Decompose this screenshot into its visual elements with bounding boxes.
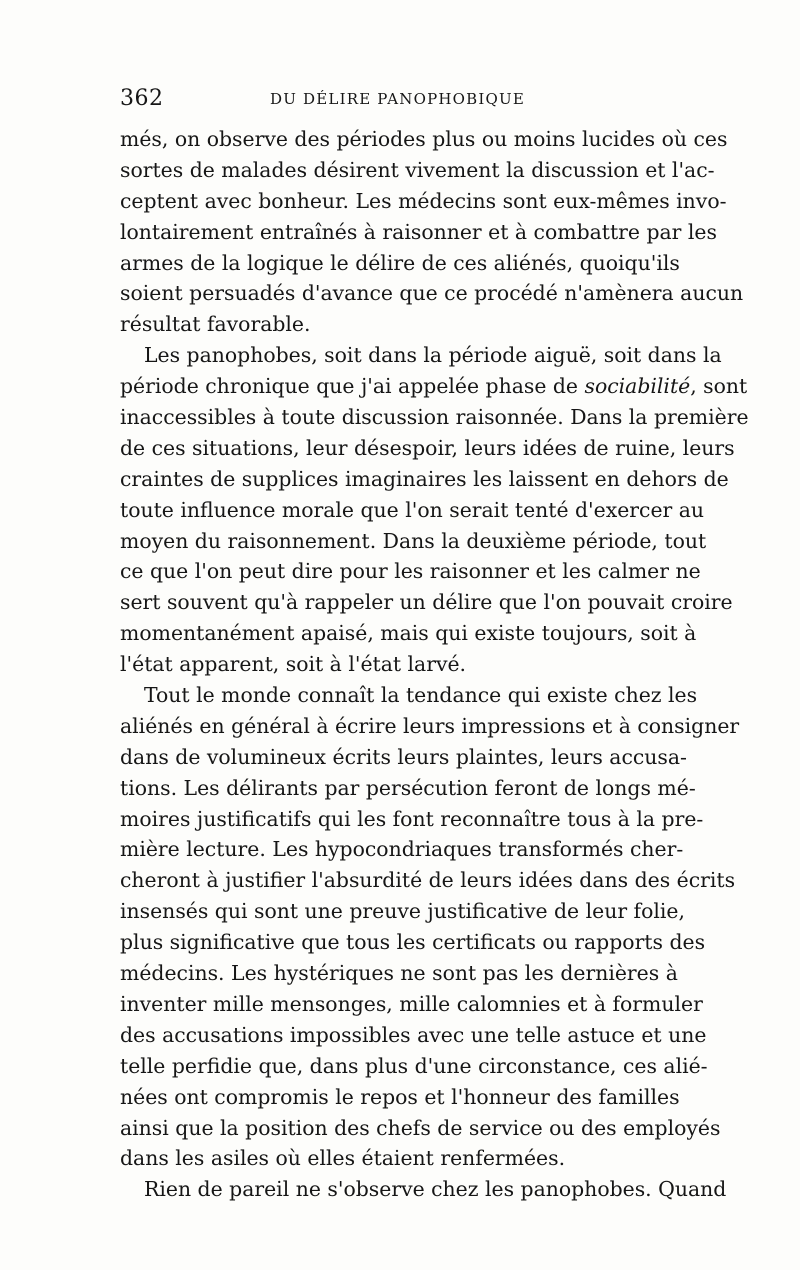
text-line: inaccessibles à toute discussion raisonnée. Dans la première: [120, 405, 749, 430]
text-line: tions. Les délirants par persécution feront de longs mé-: [120, 775, 696, 800]
text-line: ceptent avec bonheur. Les médecins sont eux-mêmes invo-: [120, 188, 727, 213]
text-line: moyen du raisonnement. Dans la deuxième période, tout: [120, 528, 707, 553]
running-header: [120, 86, 680, 116]
text-line: soient persuadés d'avance que ce procédé n'amènera aucun: [120, 281, 744, 306]
text-line: mière lecture. Les hypocondriaques transformés cher-: [120, 837, 684, 862]
text-line: Rien de pareil ne s'observe chez les panophobes. Quand: [144, 1177, 727, 1202]
text-line: armes de la logique le délire de ces aliénés, quoiqu'ils: [120, 250, 680, 275]
text-line: lontairement entraînés à raisonner et à combattre par les: [120, 219, 717, 244]
running-title: DU DÉLIRE PANOPHOBIQUE: [270, 90, 525, 108]
body-text: [120, 124, 749, 1205]
text-line: insensés qui sont une preuve justificative de leur folie,: [120, 899, 685, 924]
text-line: més, on observe des périodes plus ou moins lucides où ces: [120, 127, 728, 151]
text-line: médecins. Les hystériques ne sont pas les dernières à: [120, 961, 678, 986]
text-line: Tout le monde connaît la tendance qui existe chez les: [144, 683, 698, 708]
text-line: l'état apparent, soit à l'état larvé.: [120, 652, 467, 677]
text-line: des accusations impossibles avec une telle astuce et une: [120, 1022, 707, 1047]
text-line: plus significative que tous les certificats ou rapports des: [120, 930, 706, 955]
page-number: 362: [120, 86, 164, 111]
italic-term: sociabilité: [584, 374, 691, 399]
text-line: sortes de malades désirent vivement la discussion et l'ac-: [120, 157, 715, 182]
text-line: de ces situations, leur désespoir, leurs idées de ruine, leurs: [120, 435, 735, 460]
text-line: telle perfidie que, dans plus d'une circonstance, ces alié-: [120, 1053, 708, 1078]
text-line: nées ont compromis le repos et l'honneur des familles: [120, 1084, 680, 1109]
text-line: toute influence morale que l'on serait tenté d'exercer au: [120, 497, 705, 522]
text-line: momentanément apaisé, mais qui existe toujours, soit à: [120, 621, 697, 646]
text-line: résultat favorable.: [120, 312, 311, 337]
text-line: Les panophobes, soit dans la période aiguë, soit dans la: [144, 343, 722, 368]
text-run: période chronique que j'ai appelée phase de: [120, 374, 585, 399]
text-line: cheront à justifier l'absurdité de leurs idées dans des écrits: [120, 868, 736, 893]
text-run: , sont: [690, 374, 748, 399]
text-line: dans de volumineux écrits leurs plaintes, leurs accusa-: [120, 744, 687, 769]
text-line: ce que l'on peut dire pour les raisonner et les calmer ne: [120, 559, 701, 584]
text-line: sert souvent qu'à rappeler un délire que l'on pouvait croire: [120, 590, 733, 615]
text-line: ainsi que la position des chefs de service ou des employés: [120, 1115, 721, 1140]
text-line: moires justificatifs qui les font reconnaître tous à la pre-: [120, 806, 704, 831]
text-line: inventer mille mensonges, mille calomnies et à formuler: [120, 991, 703, 1016]
text-line: aliénés en général à écrire leurs impressions et à consigner: [120, 713, 740, 738]
text-line: craintes de supplices imaginaires les laissent en dehors de: [120, 466, 729, 491]
text-line: dans les asiles où elles étaient renfermées.: [120, 1146, 566, 1171]
text-line: [120, 371, 748, 402]
